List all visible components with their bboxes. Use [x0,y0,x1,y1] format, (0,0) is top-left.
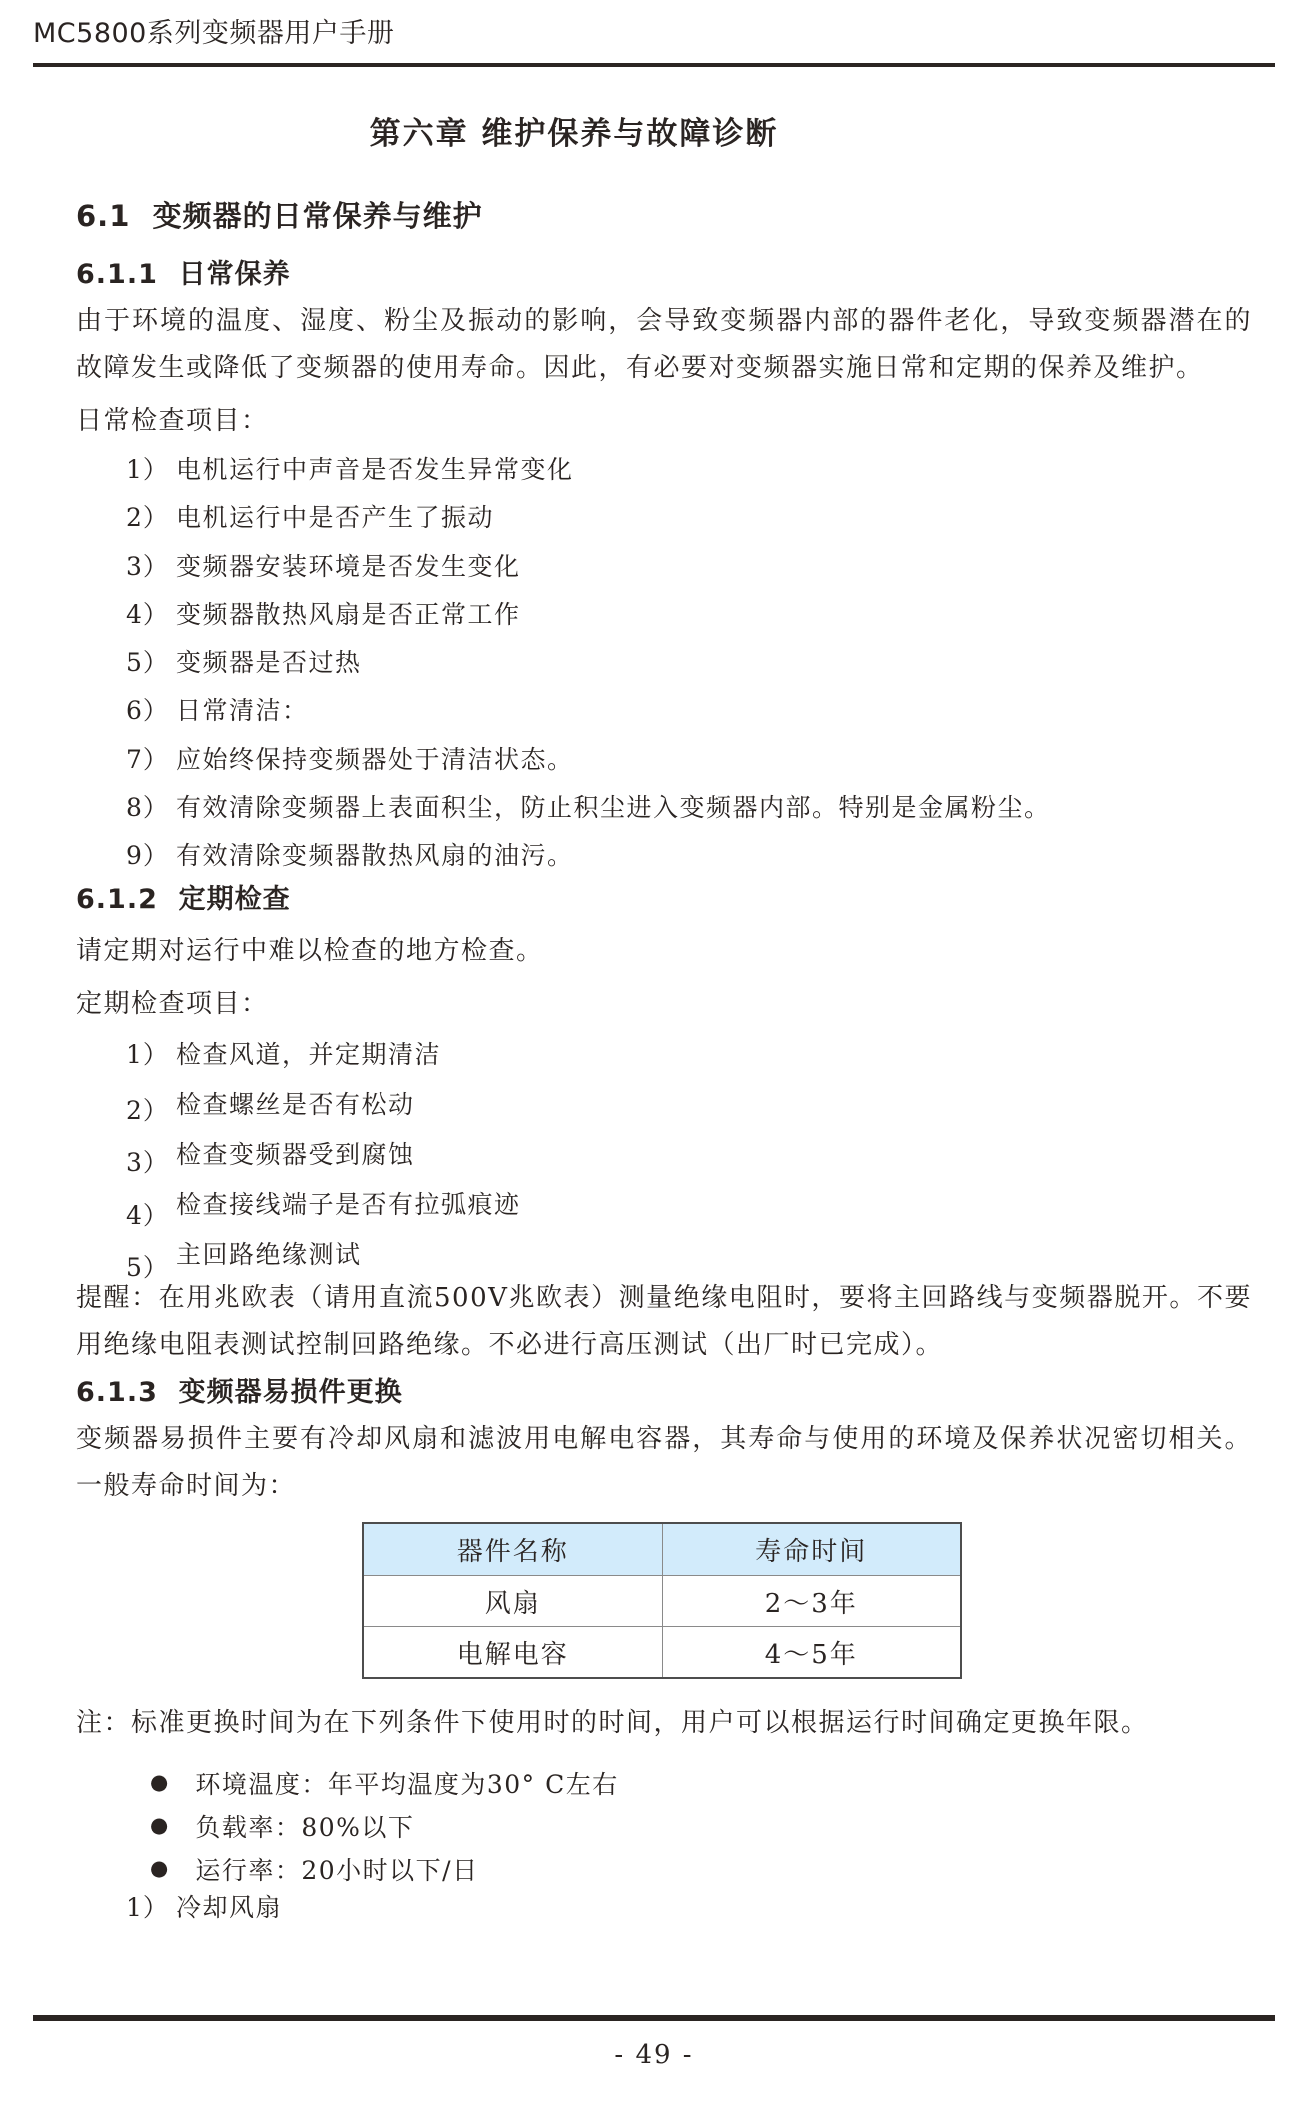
usage-conditions-list [150,1761,1150,1890]
chapter-title: 第六章 维护保养与故障诊断 [369,116,779,152]
insulation-test-note: 提醒：在用兆欧表（请用直流500V兆欧表）测量绝缘电阻时，要将主回路线与变频器脱开。不要用绝缘电阻表测试控制回路绝缘。不必进行高压测试（出厂时已完成）。 [76,1283,1252,1360]
replacement-time-note: 注：标准更换时间为在下列条件下使用时的时间，用户可以根据运行时间确定更换年限。 [76,1708,1149,1738]
list-item [126,1085,1266,1135]
list-item [126,450,1266,498]
list-item-text: 应始终保持变频器处于清洁状态。 [176,744,574,774]
periodic-check-list [126,1035,1266,1285]
bullet-item-text: 运行率：20小时以下/日 [195,1855,479,1885]
list-item-text: 变频器安装环境是否发生变化 [176,551,521,581]
section-heading-6-1-2: 6.1.2 定期检查 [76,884,291,915]
list-item-number: 5） [126,1253,169,1282]
table-header-life-time: 寿命时间 [662,1523,961,1576]
list-item [126,1185,1266,1235]
list-item [126,547,1266,595]
list-item [126,836,1266,884]
bullet-item-text: 负载率：80%以下 [195,1812,415,1842]
table-cell-part: 风扇 [363,1576,662,1627]
list-item-text: 电机运行中是否产生了振动 [176,503,495,533]
periodic-check-list-label: 定期检查项目： [76,989,269,1019]
list-item [126,643,1266,691]
list-item-number: 4） [126,599,169,629]
list-item [126,740,1266,788]
table-cell-life: 4～5年 [662,1627,961,1679]
list-item-number: 2） [126,1096,169,1125]
footer-rule [33,2015,1275,2021]
daily-maintenance-intro: 由于环境的温度、湿度、粉尘及振动的影响，会导致变频器内部的器件老化，导致变频器潜在的故障发生或降低了变频器的使用寿命。因此，有必要对变频器实施日常和定期的保养及维护。 [76,306,1252,383]
list-item-text: 冷却风扇 [176,1893,283,1922]
header-rule [33,63,1275,67]
list-item-number: 1） [126,1893,169,1922]
bullet-item [150,1804,1150,1847]
list-item-number: 9） [126,841,169,871]
list-item-number: 3） [126,551,169,581]
list-item-text: 检查变频器受到腐蚀 [176,1140,415,1169]
table-row [363,1576,961,1627]
cooling-fan-sub-item [126,1888,282,1924]
list-item-number: 8） [126,793,169,823]
page-number: - 49 - [614,2040,694,2070]
list-item-number: 4） [126,1201,169,1230]
bullet-item-text: 环境温度：年平均温度为30° C左右 [195,1769,619,1799]
list-item-number: 5） [126,648,169,678]
daily-check-list-label: 日常检查项目： [76,406,269,436]
daily-check-list [126,450,1266,885]
table-row [363,1627,961,1679]
list-item-number: 6） [126,696,169,726]
list-item [126,1035,1266,1085]
list-item-text: 检查螺丝是否有松动 [176,1090,415,1119]
bullet-icon: ● [150,1770,169,1794]
list-item-number: 1） [126,1040,169,1069]
list-item [126,691,1266,739]
list-item [126,595,1266,643]
bullet-item [150,1847,1150,1890]
bullet-item [150,1761,1150,1804]
document-title: MC5800系列变频器用户手册 [33,18,395,49]
list-item-text: 有效清除变频器散热风扇的油污。 [176,841,574,871]
list-item [126,788,1266,836]
list-item-text: 检查风道，并定期清洁 [176,1040,442,1069]
list-item-text: 电机运行中声音是否发生异常变化 [176,455,574,484]
list-item-text: 变频器散热风扇是否正常工作 [176,599,521,629]
table-header-row [363,1523,961,1576]
wear-parts-intro: 变频器易损件主要有冷却风扇和滤波用电解电容器，其寿命与使用的环境及保养状况密切相关。一般寿命时间为： [76,1424,1252,1501]
bullet-icon: ● [150,1856,169,1880]
table-header-part-name: 器件名称 [363,1523,662,1576]
section-heading-6-1: 6.1 变频器的日常保养与维护 [76,199,483,233]
periodic-check-intro: 请定期对运行中难以检查的地方检查。 [76,936,544,966]
section-heading-6-1-1: 6.1.1 日常保养 [76,259,291,290]
table-cell-life: 2～3年 [662,1576,961,1627]
list-item-number: 3） [126,1148,169,1177]
list-item-text: 检查接线端子是否有拉弧痕迹 [176,1190,521,1219]
list-item-text: 有效清除变频器上表面积尘，防止积尘进入变频器内部。特别是金属粉尘。 [176,793,1051,823]
table-cell-part: 电解电容 [363,1627,662,1679]
list-item [126,1135,1266,1185]
list-item-number: 2） [126,503,169,533]
list-item-text: 日常清洁： [176,696,309,726]
list-item-text: 变频器是否过热 [176,648,362,678]
wear-parts-life-table [362,1522,962,1679]
list-item-number: 1） [126,455,169,484]
section-heading-6-1-3: 6.1.3 变频器易损件更换 [76,1377,403,1408]
bullet-icon: ● [150,1813,169,1837]
list-item-number: 7） [126,744,169,774]
list-item-text: 主回路绝缘测试 [176,1240,362,1269]
list-item [126,498,1266,546]
